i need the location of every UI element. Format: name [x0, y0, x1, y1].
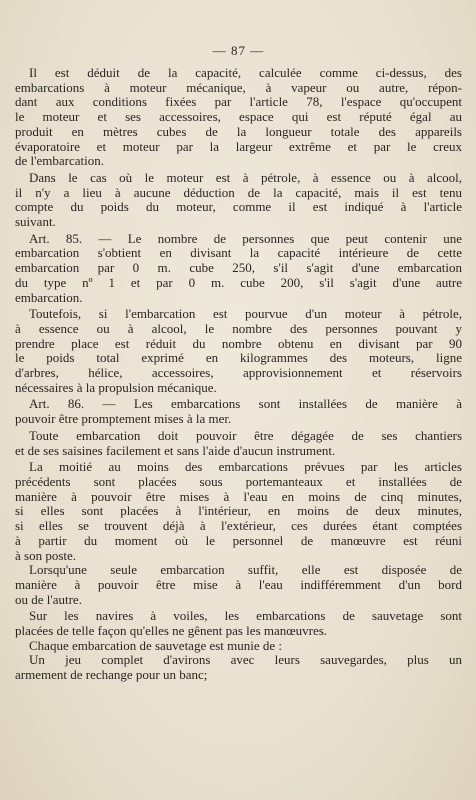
text-line: si elles sont placées à l'intérieur, en moins de deux minutes, [15, 503, 462, 519]
text-line: Toute embarcation doit pouvoir être dégagée de ses chantiers [29, 427, 462, 443]
text-line: et de ses saisines facilement et sans l'aide d'aucun instrument. [15, 442, 336, 458]
page-body [15, 66, 462, 683]
text-line: évaporatoire et moteur par la largeur extrême et par le creux [15, 138, 462, 154]
page-number: — 87 — [212, 43, 265, 58]
paragraph-capacity-deduction [15, 66, 462, 169]
text-line: compte du poids du moteur, comme il est indiqué à l'article [15, 199, 462, 215]
text-line: si elles se trouvent déjà à l'extérieur, ces durées étant comptées [15, 518, 462, 534]
text-line: embarcation par 0 m. cube 250, s'il s'agit d'une embarcation [15, 260, 462, 276]
text-line: de l'embarcation. [15, 153, 104, 169]
text-line: embarcation. [15, 289, 83, 305]
text-line: à partir du moment où le personnel de manœuvre est réuni [15, 532, 462, 548]
text-line: embarcations à moteur mécanique, à vapeur ou autre, répon- [15, 79, 462, 95]
text-line: placées de telle façon qu'elles ne gênent pas les manœuvres. [15, 623, 328, 639]
text-line: ou de l'autre. [15, 591, 82, 607]
text-line: Lorsqu'une seule embarcation suffit, elle est disposée de [29, 562, 462, 578]
text-line: manière à pouvoir être mise à l'eau indifféremment d'un bord [15, 576, 462, 592]
text-line: embarcation s'obtient en divisant la capacité intérieure de cette [15, 245, 462, 261]
text-line: Un jeu complet d'avirons avec leurs sauvegardes, plus un [29, 652, 462, 668]
text-line: La moitié au moins des embarcations prévues par les articles [29, 459, 462, 475]
text-line: à son poste. [15, 547, 77, 563]
text-line: Art. 85. — Le nombre de personnes que peut contenir une [29, 230, 462, 246]
paragraph-toutefois [15, 307, 462, 395]
text-line: pouvoir être promptement mises à la mer. [15, 411, 232, 427]
paragraph-seule-embarcation [15, 563, 462, 607]
text-line: le moteur et ses accessoires, espace qui est réputé égal au [15, 109, 462, 125]
text-line: nécessaires à la propulsion mécanique. [15, 379, 217, 395]
text-line: suivant. [15, 214, 56, 230]
paragraph-degagee [15, 429, 462, 458]
paragraph-petrol-engine [15, 171, 462, 230]
text-line: Dans le cas où le moteur est à pétrole, à essence ou à alcool, [29, 169, 462, 185]
paragraph-article-86 [15, 397, 462, 426]
paragraph-jeu-avirons [15, 653, 462, 682]
text-line: d'arbres, hélice, accessoires, approvisionnement et réservoirs [15, 365, 462, 381]
text-line: du type nº 1 et par 0 m. cube 200, s'il s'agit d'une autre [15, 274, 462, 290]
paragraph-moitie [15, 460, 462, 563]
text-line: précédents sont placées sous portemanteaux et installées de [15, 473, 462, 489]
text-line: prendre place est réduit du nombre obtenu en divisant par 90 [15, 335, 462, 351]
text-line: manière à pouvoir être mises à l'eau en moins de cinq minutes, [15, 488, 462, 504]
text-line: Il est déduit de la capacité, calculée comme ci-dessus, des [29, 65, 462, 80]
paragraph-chaque-embarcation [15, 639, 462, 654]
text-line: il n'y a lieu à aucune déduction de la capacité, mais il est tenu [15, 184, 462, 200]
text-line: à essence ou à alcool, le nombre des personnes pouvant y [15, 320, 462, 336]
text-line: Art. 86. — Les embarcations sont installées de manière à [29, 396, 462, 412]
text-line: produit en mètres cubes de la longueur totale des appareils [15, 123, 462, 139]
text-line: dant aux conditions fixées par l'article 78, l'espace qu'occupent [15, 94, 462, 110]
text-line: le poids total exprimé en kilogrammes des moteurs, ligne [15, 350, 462, 366]
text-line: Chaque embarcation de sauvetage est munie de : [29, 637, 283, 653]
paragraph-navires-voiles [15, 609, 462, 638]
paragraph-article-85 [15, 232, 462, 306]
text-line: armement de rechange pour un banc; [15, 667, 208, 683]
text-line: Sur les navires à voiles, les embarcations de sauvetage sont [29, 608, 462, 624]
text-line: Toutefois, si l'embarcation est pourvue d'un moteur à pétrole, [29, 306, 462, 322]
